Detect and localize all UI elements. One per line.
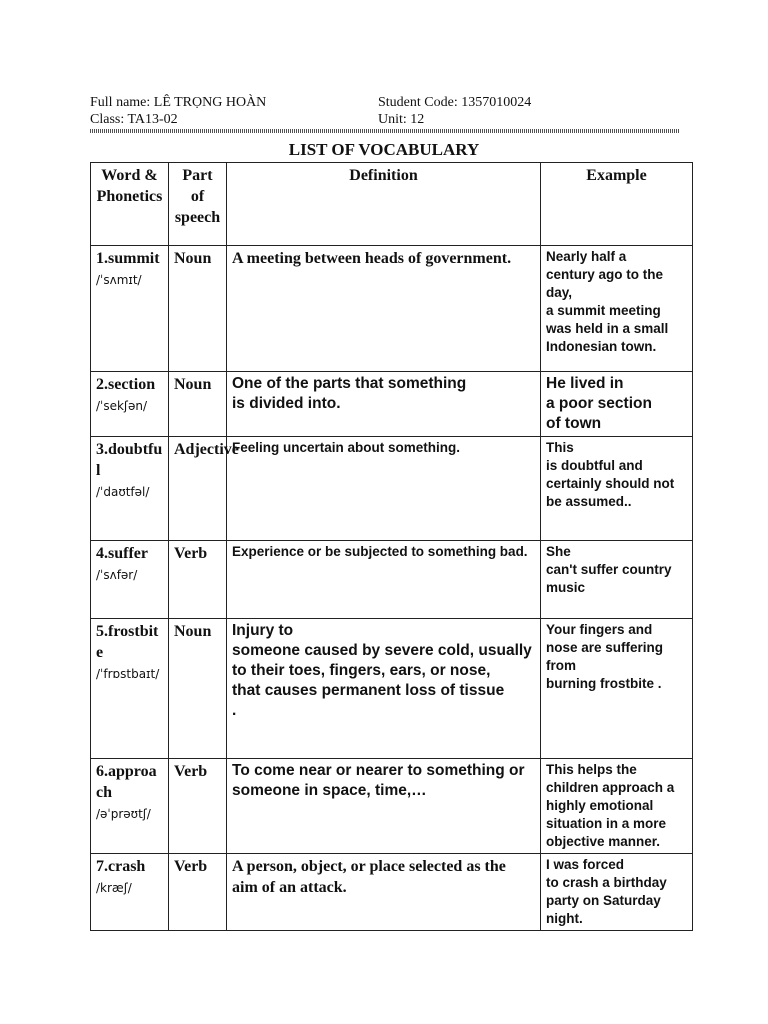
word: 5.frostbite bbox=[96, 623, 159, 661]
pos-cell: Verb bbox=[169, 759, 227, 854]
column-header-word: Word & Phonetics bbox=[91, 163, 169, 246]
phonetic: /əˈprəʊtʃ/ bbox=[96, 807, 151, 821]
table-row bbox=[91, 372, 693, 437]
word-cell bbox=[91, 854, 169, 931]
pos-cell: Noun bbox=[169, 619, 227, 759]
table-row bbox=[91, 854, 693, 931]
example-cell: This helps the children approach a highly emotional situation in a more objective manner. bbox=[541, 759, 693, 854]
phonetic: /ˈsekʃən/ bbox=[96, 399, 147, 413]
word: 1.summit bbox=[96, 250, 160, 267]
phonetic: /ˈfrɒstbaɪt/ bbox=[96, 667, 160, 681]
pos-cell: Verb bbox=[169, 541, 227, 619]
word: 6.approach bbox=[96, 763, 157, 801]
page-title: LIST OF VOCABULARY bbox=[288, 140, 480, 159]
example-cell: Your fingers and nose are suffering from burning frostbite . bbox=[541, 619, 693, 759]
definition-cell: One of the parts that something is divided into. bbox=[227, 372, 541, 437]
phonetic: /ˈdaʊtfəl/ bbox=[96, 485, 150, 499]
pos-cell: Verb bbox=[169, 854, 227, 931]
example-cell: He lived in a poor section of town bbox=[541, 372, 693, 437]
pos-cell: Noun bbox=[169, 246, 227, 372]
word-cell bbox=[91, 437, 169, 541]
word-cell bbox=[91, 759, 169, 854]
table-row bbox=[91, 437, 693, 541]
example-cell: She can't suffer country music bbox=[541, 541, 693, 619]
definition-cell: A person, object, or place selected as the aim of an attack. bbox=[227, 854, 541, 931]
student-code: Student Code: 1357010024 bbox=[378, 95, 532, 110]
word: 2.section bbox=[96, 376, 156, 393]
dotted-separator bbox=[90, 129, 680, 133]
word: 4.suffer bbox=[96, 545, 148, 562]
word-cell bbox=[91, 246, 169, 372]
definition-cell: Feeling uncertain about something. bbox=[227, 437, 541, 541]
word-cell bbox=[91, 541, 169, 619]
phonetic: /ˈsʌfər/ bbox=[96, 568, 138, 582]
example-cell: I was forced to crash a birthday party on Saturday night. bbox=[541, 854, 693, 931]
definition-cell: To come near or nearer to something or someone in space, time,… bbox=[227, 759, 541, 854]
pos-cell: Noun bbox=[169, 372, 227, 437]
example-cell: This is doubtful and certainly should not be assumed.. bbox=[541, 437, 693, 541]
unit-label: Unit: 12 bbox=[378, 112, 425, 127]
column-header-definition: Definition bbox=[227, 163, 541, 246]
table-row bbox=[91, 759, 693, 854]
phonetic: /kræʃ/ bbox=[96, 881, 132, 895]
full-name: Full name: LÊ TRỌNG HOÀN bbox=[90, 95, 267, 110]
pos-cell: Adjective bbox=[169, 437, 227, 541]
table-header-row bbox=[91, 163, 693, 246]
definition-cell: Injury to someone caused by severe cold, usually to their toes, fingers, ears, or nose, that causes permanent loss of tissue . bbox=[227, 619, 541, 759]
column-header-example: Example bbox=[541, 163, 693, 246]
word-cell bbox=[91, 372, 169, 437]
column-header-pos: Part of speech bbox=[169, 163, 227, 246]
definition-cell: Experience or be subjected to something bad. bbox=[227, 541, 541, 619]
word-cell bbox=[91, 619, 169, 759]
definition-cell: A meeting between heads of government. bbox=[227, 246, 541, 372]
word: 7.crash bbox=[96, 858, 146, 875]
student-info-header bbox=[90, 94, 680, 128]
table-row bbox=[91, 246, 693, 372]
class-label: Class: TA13-02 bbox=[90, 112, 178, 127]
phonetic: /ˈsʌmɪt/ bbox=[96, 273, 142, 287]
example-cell: Nearly half a century ago to the day, a summit meeting was held in a small Indonesian town. bbox=[541, 246, 693, 372]
table-row bbox=[91, 541, 693, 619]
word: 3.doubtful bbox=[96, 441, 163, 479]
vocabulary-table bbox=[90, 162, 693, 931]
table-row bbox=[91, 619, 693, 759]
